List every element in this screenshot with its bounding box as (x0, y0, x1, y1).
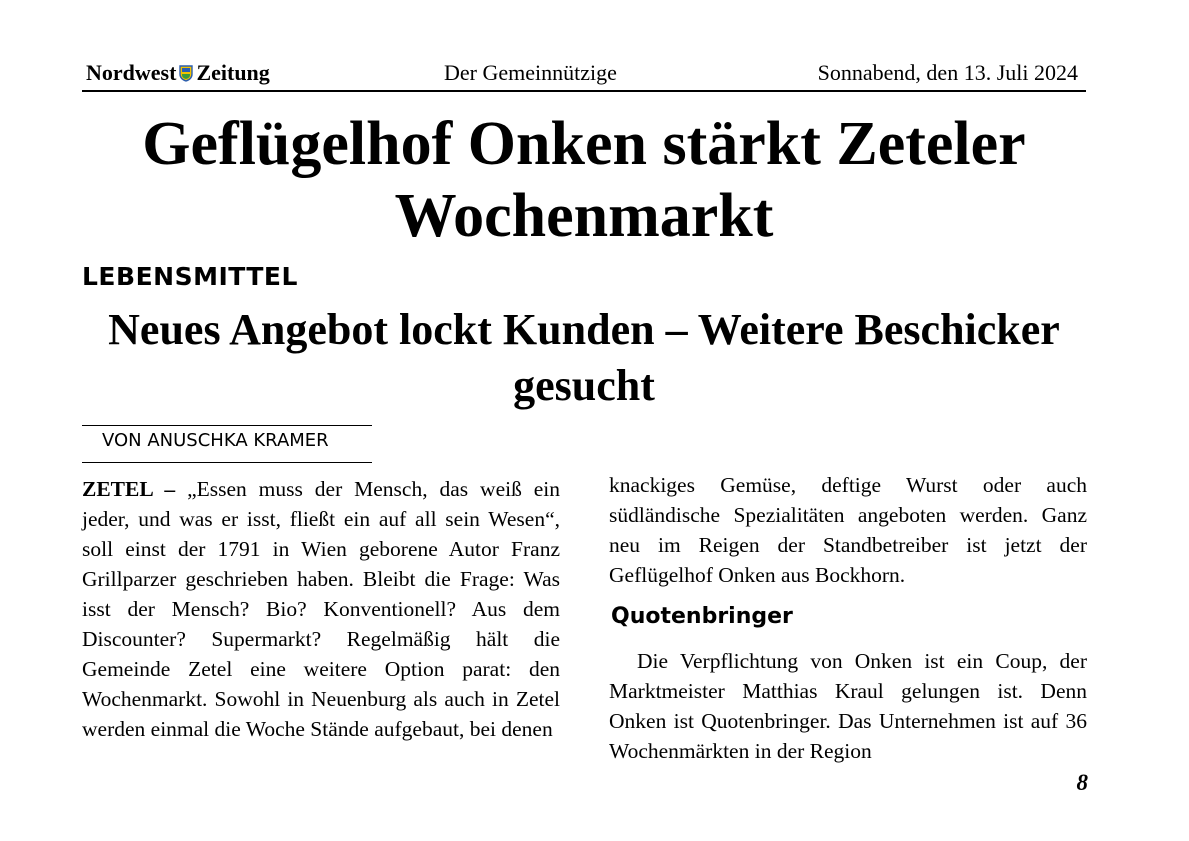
article-headline: Geflügelhof Onken stärkt Zeteler Wochenmarkt (142, 110, 1026, 250)
article-dateline: ZETEL – (82, 477, 176, 501)
paragraph-continued: knackiges Gemüse, deftige Wurst oder auch südländische Spezialitäten angeboten werden. Ganz neu im Reigen der Standbetreiber ist jetzt der Geflügelhof Onken aus Bockhorn. (609, 473, 1087, 587)
paragraph: Die Verpflichtung von Onken ist ein Coup, der Marktmeister Matthias Kraul gelungen ist. Denn Onken ist Quotenbringer. Das Unternehmen ist auf 36 Wochenmärkten in der Region (609, 649, 1087, 763)
article-intertitle: Quotenbringer (611, 604, 793, 629)
page-number: 8 (1076, 770, 1088, 795)
article-column-right-lower (609, 646, 1087, 766)
article-column-right (609, 470, 1087, 590)
newspaper-name (86, 60, 270, 86)
newspaper-name-left: Nordwest (86, 60, 177, 85)
paragraph-text: „Essen muss der Mensch, das weiß ein jeder, und was er isst, fließt ein auf all sein Wesen“, soll einst der 1791 in Wien geborene Autor Franz Grillparzer geschrieben haben. Bleibt die Frage: Was isst der Mensch? Bio? Konventionell? Aus dem Discounter? Supermarkt? Regelmäßig hält die Gemeinde Zetel eine weitere Option parat: den Wochenmarkt. Sowohl in Neuenburg als auch in Zetel werden einmal die Woche Stände aufgebaut, bei denen (82, 477, 561, 741)
coat-of-arms-icon (179, 62, 193, 79)
byline-rule-bottom (82, 462, 372, 463)
article-kicker: LEBENSMITTEL (82, 262, 298, 291)
masthead (82, 56, 1086, 92)
article-column-left (82, 474, 560, 744)
newspaper-name-right: Zeitung (196, 60, 270, 85)
section-name: Der Gemeinnützige (444, 60, 617, 85)
article-subheadline: Neues Angebot lockt Kunden – Weitere Beschicker gesucht (108, 305, 1060, 410)
byline-rule-top (82, 425, 372, 426)
issue-date: Sonnabend, den 13. Juli 2024 (817, 60, 1078, 85)
paragraph (82, 474, 560, 744)
article-byline: VON ANUSCHKA KRAMER (102, 430, 329, 451)
